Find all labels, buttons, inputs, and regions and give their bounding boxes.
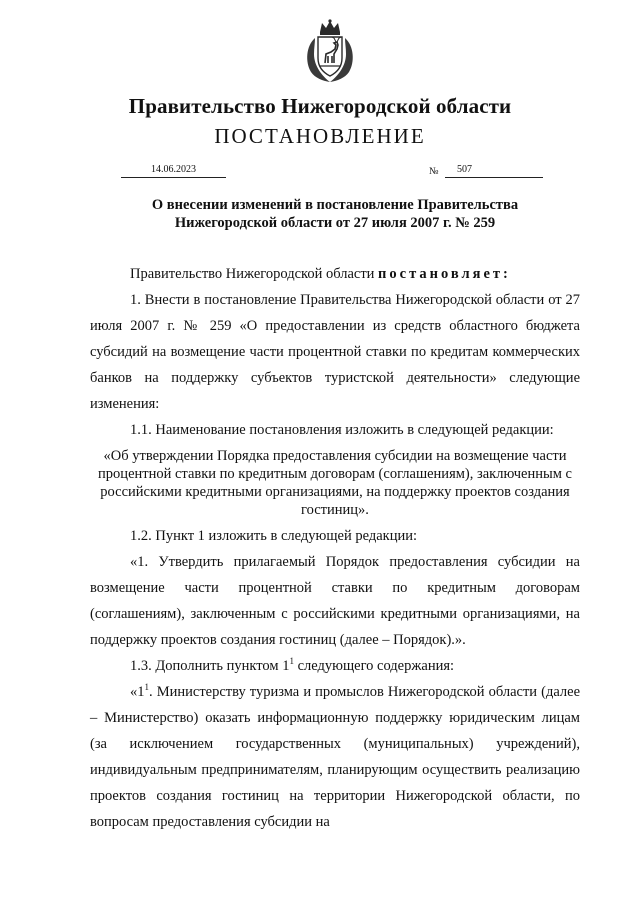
superscript: 1 <box>144 682 149 693</box>
paragraph-1-3-tail: следующего содержания: <box>293 658 455 674</box>
intro-paragraph <box>90 261 580 287</box>
number-label: № <box>429 166 439 177</box>
paragraph-1-2: 1.2. Пункт 1 изложить в следующей редакции: <box>130 528 418 544</box>
document-title-line: О внесении изменений в постановление Правительства <box>151 197 519 213</box>
document-type: ПОСТАНОВЛЕНИЕ <box>214 124 426 148</box>
document-number: 507 <box>445 163 543 178</box>
quoted-title: «Об утверждении Порядка предоставления субсидии на возмещение части процентной ставки по кредитным договорам (соглашениям), заключенным с российскими кредитными организациями, на поддержку проектов создания гостиниц». <box>98 448 572 518</box>
new-paragraph <box>90 679 580 835</box>
new-paragraph-number: «1 <box>130 684 145 700</box>
paragraph-1-2-text: «1. Утвердить прилагаемый Порядок предоставления субсидии на возмещение части процентной ставки по кредитным договорам (соглашениям), заключенным с российскими кредитными организациями, на поддержку проектов создания гостиниц (далее – Порядок).». <box>90 554 580 648</box>
document-title <box>90 196 580 232</box>
new-paragraph-text: . Министерству туризма и промыслов Нижегородской области (далее – Министерство) оказать информационную поддержку юридическим лицам (за исключением государственных (муниципальных) учреждений), индивидуальным предпринимателям, планирующим осуществить реализацию проектов создания гостиниц на территории Нижегородской области, по вопросам предоставления субсидии на <box>90 684 580 830</box>
paragraph-1-3 <box>90 653 580 679</box>
paragraph-1: 1. Внести в постановление Правительства Нижегородской области от 27 июля 2007 г. № 259 «О предоставлении из средств областного бюджета субсидий на возмещение части процентной ставки по кредитам коммерческих банков на поддержку субъектов туристской деятельности» следующие изменения: <box>90 292 580 412</box>
government-name: Правительство Нижегородской области <box>128 94 512 118</box>
document-date: 14.06.2023 <box>121 163 226 178</box>
paragraph-1-3-text: 1.3. Дополнить пунктом 1 <box>130 658 290 674</box>
document-body <box>90 261 580 835</box>
intro-resolves: постановляет: <box>378 266 511 282</box>
intro-text: Правительство Нижегородской области <box>130 266 379 282</box>
superscript: 1 <box>289 656 294 667</box>
coat-of-arms-icon <box>303 18 357 84</box>
paragraph-1-1: 1.1. Наименование постановления изложить в следующей редакции: <box>130 422 554 438</box>
document-title-line: Нижегородской области от 27 июля 2007 г. № 259 <box>174 215 496 231</box>
